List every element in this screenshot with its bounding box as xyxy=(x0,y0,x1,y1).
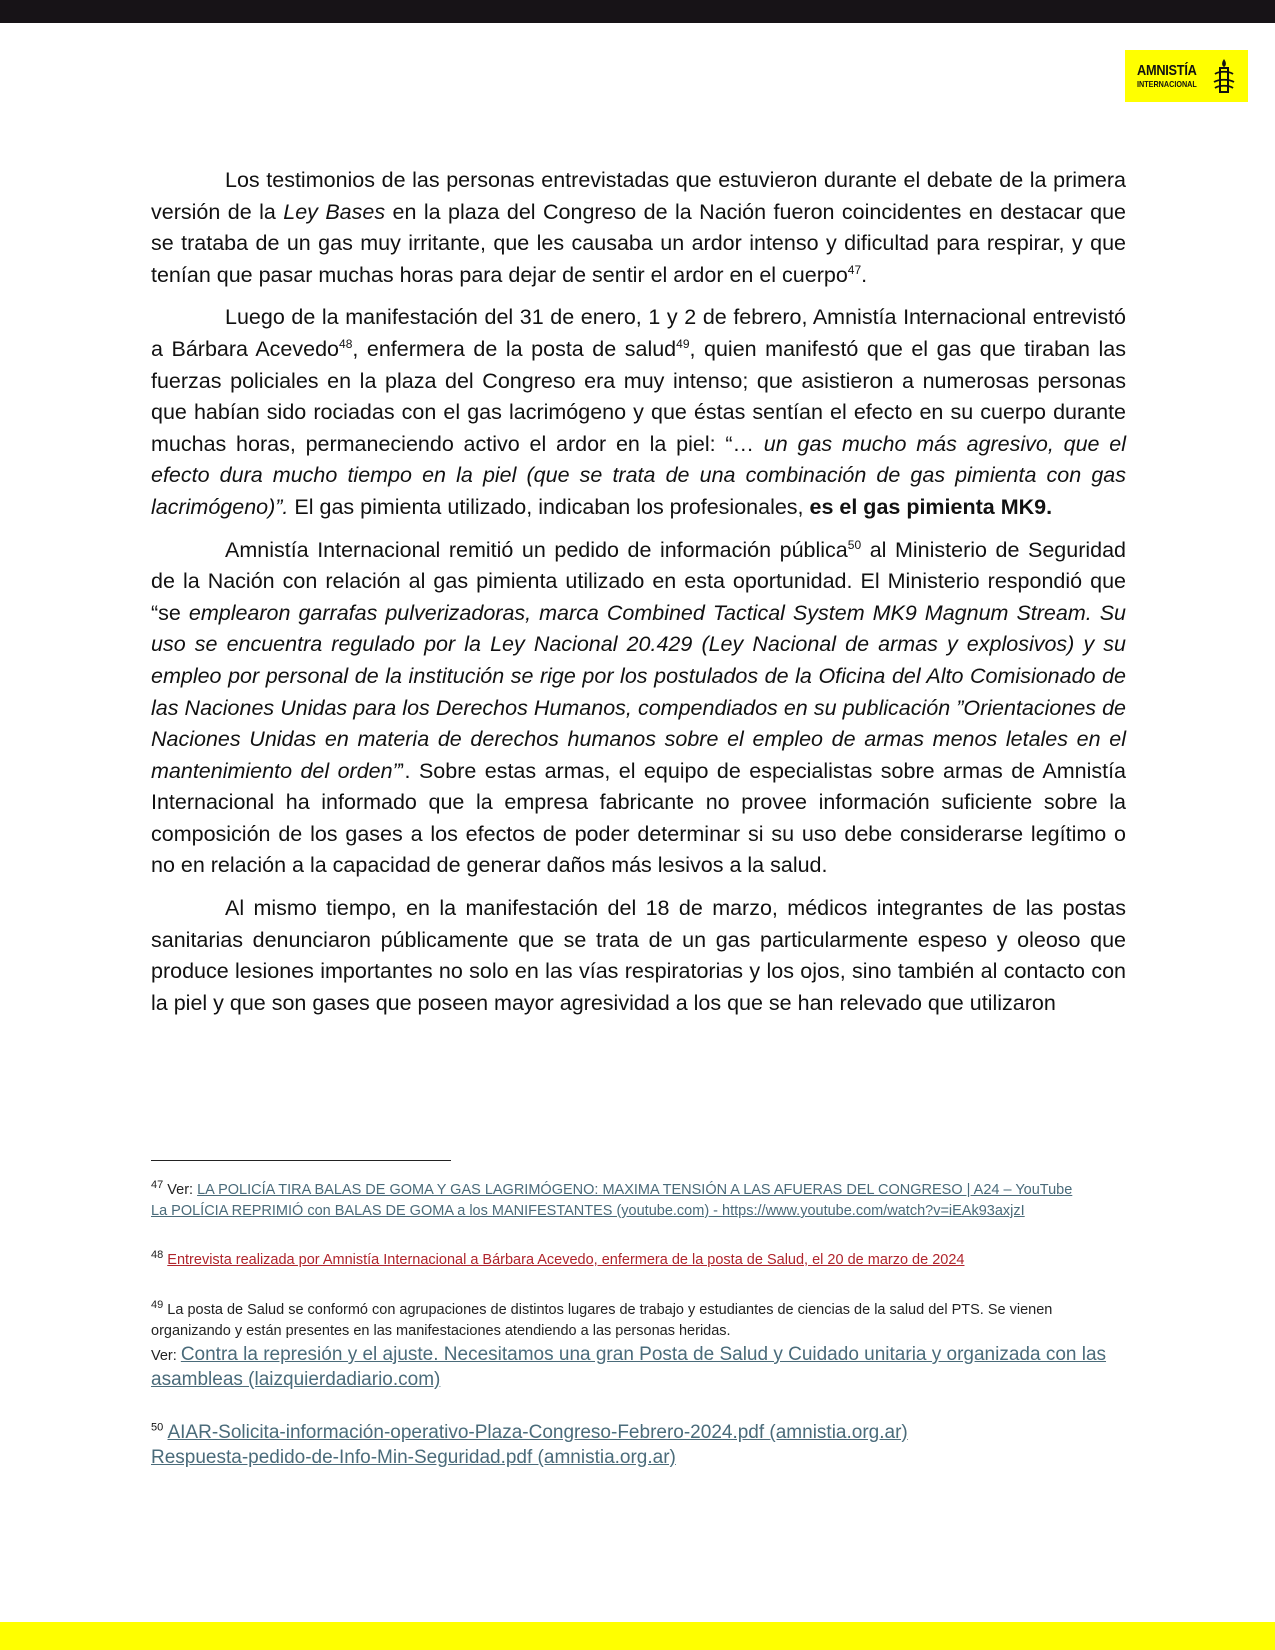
footnote-ref-47[interactable]: 47 xyxy=(847,262,862,277)
footnote-49: $^{49}$ La posta de Salud se conformó con agrupaciones de distintos lugares de trabajo y estudiantes de ciencias de la salud del PTS. Se vienen organizando y están presentes en las manifestaciones atendiendo a las personas heridas. Ver: Contra la represión y el ajuste. Necesitamos una gran Posta de Salud y Cuidado unitaria y organizada con las asambleas (laizquierdadiario.com) xyxy=(151,1299,1107,1390)
footnote-ref-50[interactable]: 50 xyxy=(847,537,862,552)
footnote-ref-48[interactable]: 48 xyxy=(339,336,353,351)
footnote-50: $^{50}$ AIAR-Solicita-información-operativo-Plaza-Congreso-Febrero-2024.pdf (amnistia.org.ar) Respuesta-pedido-de-Info-Min-Seguridad.pdf (amnistia.org.ar) xyxy=(151,1421,908,1468)
paragraph-3: Amnistía Internacional remitió un pedido de información pública$^{50}$ al Ministerio de Seguridad de la Nación con relación al gas pimienta utilizado en esta oportunidad. El Ministerio respondió que “se emplearon garrafas pulverizadoras, marca Combined Tactical System MK9 Magnum Stream. Su uso se encuentra regulado por la Ley Nacional 20.429 (Ley Nacional de armas y explosivos) y su empleo por personal de la institución se rige por los postulados de la Oficina del Alto Comisionado de las Naciones Unidas para los Derechos Humanos, compendiados en su publicación ”Orientaciones de Naciones Unidas en materia de derechos humanos sobre el empleo de armas menos letales en el mantenimiento del orden”’. Sobre estas armas, el equipo de especialistas sobre armas de Amnistía Internacional ha informado que la empresa fabricante no provee información suficiente sobre la composición de los gases a los efectos de poder determinar si su uso debe considerarse legítimo o no en relación a la capacidad de generar daños más lesivos a la salud. xyxy=(151,537,1127,878)
footnote-47-link-2[interactable]: La POLÍCIA REPRIMIÓ con BALAS DE GOMA a los MANIFESTANTES (youtube.com) - https://www.youtube.com/watch?v=iEAk93axjzI xyxy=(151,1203,1025,1219)
paragraph-1: Los testimonios de las personas entrevistadas que estuvieron durante el debate de la primera versión de la Ley Bases en la plaza del Congreso de la Nación fueron coincidentes en destacar que se trataba de un gas muy irritante, que les causaba un ardor intenso y dificultad para respirar, y que tenían que pasar muchas horas para dejar de sentir el ardor en el cuerpo$^{47}$. xyxy=(151,168,1126,287)
amnesty-logo xyxy=(1125,50,1248,102)
paragraph-2: Luego de la manifestación del 31 de enero, 1 y 2 de febrero, Amnistía Internacional entrevistó a Bárbara Acevedo$^{48}$, enfermera de la posta de salud$^{49}$, quien manifestó que el gas que tiraban las fuerzas policiales en la plaza del Congreso era muy intenso; que asistieron a numerosas personas que habían sido rociadas con el gas lacrimógeno y que éstas sentían el efecto en su cuerpo durante muchas horas, permaneciendo activo el ardor en la piel: “… un gas mucho más agresivo, que el efecto dura mucho tiempo en la piel (que se trata de una combinación de gas pimienta con gas lacrimógeno)”. El gas pimienta utilizado, indicaban los profesionales, es el gas pimienta MK9. xyxy=(151,305,1126,519)
bottom-yellow-bar xyxy=(0,1622,1275,1650)
footnote-47: $^{47}$ Ver: LA POLICÍA TIRA BALAS DE GOMA Y GAS LAGRIMÓGENO: MAXIMA TENSIÓN A LAS AFUERAS DEL CONGRESO | A24 – YouTube La POLÍCIA REPRIMIÓ con BALAS DE GOMA a los MANIFESTANTES (youtube.com) - https://www.youtube.com/watch?v=iEAk93axjzI xyxy=(151,1179,1073,1219)
footnote-49-link[interactable]: Contra la represión y el ajuste. Necesitamos una gran Posta de Salud y Cuidado unitaria y organizada con las asambleas (laizquierdadiario.com) xyxy=(151,1344,1107,1390)
candle-barbed-wire-icon xyxy=(1211,57,1237,95)
paragraph-4: Al mismo tiempo, en la manifestación del 18 de marzo, médicos integrantes de las postas sanitarias denunciaron públicamente que se trata de un gas particularmente espeso y oleoso que produce lesiones importantes no solo en las vías respiratorias y los ojos, sino también al contacto con la piel y que son gases que poseen mayor agresividad a los que se han relevado que utilizaron xyxy=(151,896,1126,1015)
footnote-separator xyxy=(151,1160,451,1161)
document-body xyxy=(151,165,1126,1030)
footnote-ref-49[interactable]: 49 xyxy=(676,336,690,351)
footnote-50-link-2[interactable]: Respuesta-pedido-de-Info-Min-Seguridad.pdf (amnistia.org.ar) xyxy=(151,1447,676,1468)
footnote-47-link-1[interactable]: LA POLICÍA TIRA BALAS DE GOMA Y GAS LAGRIMÓGENO: MAXIMA TENSIÓN A LAS AFUERAS DEL CONGRESO | A24 – YouTube xyxy=(197,1182,1073,1198)
logo-line2: INTERNACIONAL xyxy=(1137,79,1197,90)
footnote-48-link[interactable]: Entrevista realizada por Amnistía Internacional a Bárbara Acevedo, enfermera de la posta de Salud, el 20 de marzo de 2024 xyxy=(167,1252,965,1268)
logo-line1: AMNISTÍA xyxy=(1137,62,1197,80)
top-bar xyxy=(0,0,1275,23)
footnote-48: $^{48}$ Entrevista realizada por Amnistía Internacional a Bárbara Acevedo, enfermera de la posta de Salud, el 20 de marzo de 2024 xyxy=(151,1249,965,1268)
footnote-50-link-1[interactable]: AIAR-Solicita-información-operativo-Plaza-Congreso-Febrero-2024.pdf (amnistia.org.ar) xyxy=(167,1422,908,1443)
